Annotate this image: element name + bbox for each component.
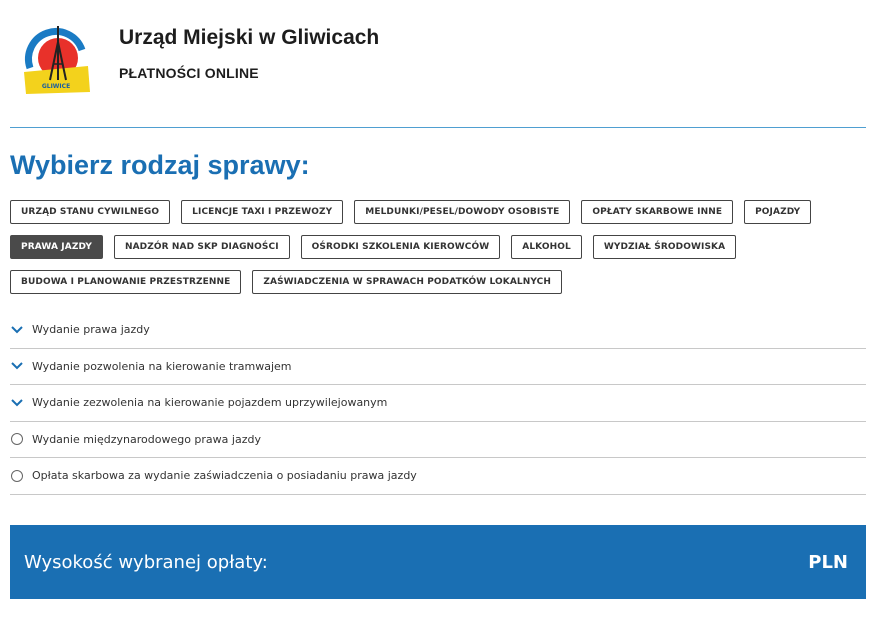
category-button-urzad-stanu-cywilnego[interactable]: URZĄD STANU CYWILNEGO bbox=[10, 200, 170, 224]
service-list-item[interactable] bbox=[10, 458, 866, 495]
header bbox=[10, 16, 866, 128]
service-list-item[interactable] bbox=[10, 349, 866, 386]
service-list-item[interactable] bbox=[10, 312, 866, 349]
service-list-item[interactable] bbox=[10, 422, 866, 459]
fee-label: Wysokość wybranej opłaty: bbox=[24, 551, 268, 573]
category-button-budowa-i-planowanie-przestrzenne[interactable]: BUDOWA I PLANOWANIE PRZESTRZENNE bbox=[10, 270, 241, 294]
category-button-nadzor-nad-skp-diagnosci[interactable]: NADZÓR NAD SKP DIAGNOŚCI bbox=[114, 235, 290, 259]
service-list bbox=[10, 312, 866, 495]
chevron-down-icon[interactable] bbox=[10, 323, 24, 337]
chevron-down-icon[interactable] bbox=[10, 396, 24, 410]
page-subtitle: PŁATNOŚCI ONLINE bbox=[119, 65, 259, 81]
radio-icon[interactable] bbox=[10, 469, 24, 483]
category-row bbox=[10, 200, 870, 224]
category-button-pojazdy[interactable]: POJAZDY bbox=[744, 200, 811, 224]
category-button-oplaty-skarbowe-inne[interactable]: OPŁATY SKARBOWE INNE bbox=[581, 200, 733, 224]
service-label: Opłata skarbowa za wydanie zaświadczenia o posiadaniu prawa jazdy bbox=[32, 469, 417, 483]
section-title: Wybierz rodzaj sprawy: bbox=[10, 150, 310, 180]
category-button-prawa-jazdy[interactable]: PRAWA JAZDY bbox=[10, 235, 103, 259]
service-label: Wydanie prawa jazdy bbox=[32, 323, 150, 337]
category-button-osrodki-szkolenia-kierowcow[interactable]: OŚRODKI SZKOLENIA KIEROWCÓW bbox=[301, 235, 501, 259]
category-button-licencje-taxi-i-przewozy[interactable]: LICENCJE TAXI I PRZEWOZY bbox=[181, 200, 343, 224]
category-row bbox=[10, 235, 870, 259]
category-button-zaswiadczenia-w-sprawach-podatkow-lokalnych[interactable]: ZAŚWIADCZENIA W SPRAWACH PODATKÓW LOKALNYCH bbox=[252, 270, 562, 294]
gliwice-logo bbox=[20, 20, 92, 96]
category-row bbox=[10, 270, 870, 294]
service-label: Wydanie zezwolenia na kierowanie pojazdem uprzywilejowanym bbox=[32, 396, 388, 410]
logo-text: GLIWICE bbox=[41, 83, 71, 90]
category-button-alkohol[interactable]: ALKOHOL bbox=[511, 235, 582, 259]
service-label: Wydanie pozwolenia na kierowanie tramwajem bbox=[32, 359, 292, 373]
fee-summary-bar bbox=[10, 525, 866, 599]
category-buttons bbox=[10, 200, 870, 305]
category-button-meldunki-pesel-dowody-osobiste[interactable]: MELDUNKI/PESEL/DOWODY OSOBISTE bbox=[354, 200, 570, 224]
service-label: Wydanie międzynarodowego prawa jazdy bbox=[32, 432, 261, 446]
category-button-wydzial-srodowiska[interactable]: WYDZIAŁ ŚRODOWISKA bbox=[593, 235, 736, 259]
service-list-item[interactable] bbox=[10, 385, 866, 422]
radio-icon[interactable] bbox=[10, 432, 24, 446]
chevron-down-icon[interactable] bbox=[10, 359, 24, 373]
org-name: Urząd Miejski w Gliwicach bbox=[119, 26, 380, 49]
fee-currency: PLN bbox=[808, 551, 848, 573]
